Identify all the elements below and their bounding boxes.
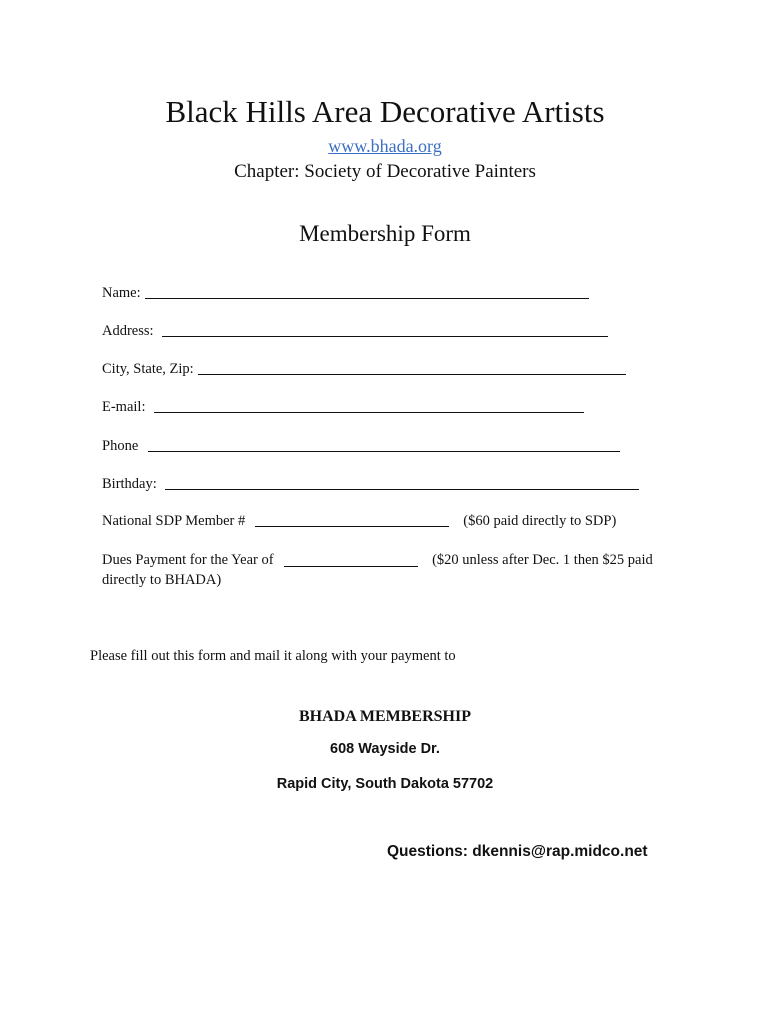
phone-field[interactable]: [148, 439, 620, 452]
sdp-fee-note: ($60 paid directly to SDP): [463, 513, 617, 529]
website-link[interactable]: www.bhada.org: [328, 136, 442, 156]
email-field[interactable]: [154, 400, 584, 413]
dues-row: [102, 550, 692, 590]
document-title: Black Hills Area Decorative Artists: [165, 94, 605, 129]
address-field[interactable]: [162, 324, 608, 337]
name-field[interactable]: [145, 286, 589, 299]
city-state-zip-row: [102, 360, 626, 378]
address-row: [102, 322, 608, 340]
city-state-zip-field[interactable]: [198, 362, 626, 375]
phone-label: Phone: [102, 438, 139, 454]
sdp-member-row: [102, 512, 616, 530]
city-state-zip-label: City, State, Zip:: [102, 361, 194, 377]
name-label: Name:: [102, 285, 141, 301]
mailing-street: 608 Wayside Dr.: [330, 741, 440, 757]
email-label: E-mail:: [102, 399, 146, 415]
address-label: Address:: [102, 323, 154, 339]
name-row: [102, 284, 589, 302]
email-row: [102, 398, 584, 416]
phone-row: [102, 437, 620, 455]
form-heading: Membership Form: [299, 221, 471, 246]
chapter-subtitle: Chapter: Society of Decorative Painters: [234, 161, 536, 182]
birthday-label: Birthday:: [102, 476, 157, 492]
sdp-member-field[interactable]: [255, 514, 449, 527]
mailing-recipient: BHADA MEMBERSHIP: [298, 708, 471, 725]
dues-label: Dues Payment for the Year of: [102, 552, 274, 568]
birthday-field[interactable]: [165, 477, 639, 490]
birthday-row: [102, 475, 639, 493]
dues-year-field[interactable]: [284, 554, 418, 567]
mailing-city: Rapid City, South Dakota 57702: [276, 776, 494, 792]
questions-contact: Questions: dkennis@rap.midco.net: [387, 843, 648, 860]
mailing-instructions: Please fill out this form and mail it along with your payment to: [90, 648, 456, 664]
dues-fee-note: ($20 unless after Dec. 1 then $25 paid directly to BHADA): [102, 552, 653, 588]
sdp-member-label: National SDP Member #: [102, 513, 246, 529]
